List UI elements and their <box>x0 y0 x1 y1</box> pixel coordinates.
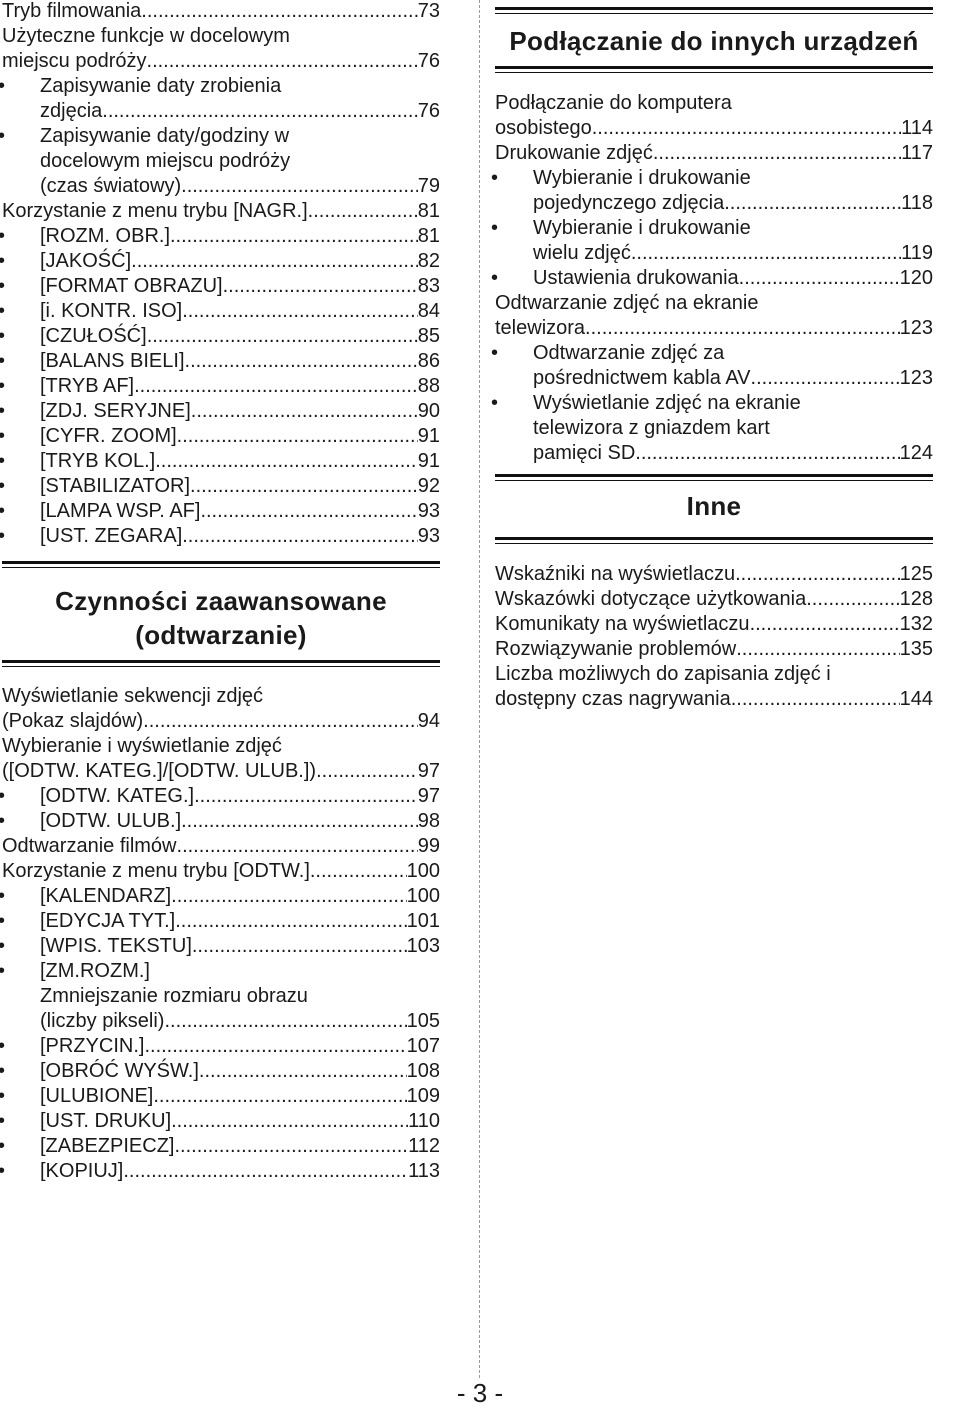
bullet-icon <box>0 934 5 959</box>
dot-leader <box>164 1009 406 1034</box>
toc-entry-title-end: dostępny czas nagrywania <box>495 688 731 710</box>
toc-entry-title: Liczba możliwych do zapisania zdjęć i <box>495 663 831 685</box>
dot-leader <box>736 637 899 662</box>
dot-leader <box>739 266 900 291</box>
header-rule-thin <box>2 567 440 568</box>
bullet-icon <box>491 341 498 366</box>
right-column <box>495 0 933 712</box>
toc-entry-title-cont: docelowym miejscu podróży <box>40 150 291 172</box>
toc-page-number: 118 <box>901 192 933 214</box>
dot-leader <box>108 99 418 124</box>
toc-entry-title: [OBRÓĆ WYŚW.] <box>40 1060 199 1082</box>
toc-entry-title: [i. KONTR. ISO] <box>40 300 183 322</box>
toc-page-number: 120 <box>899 267 933 289</box>
toc-entry-title: [ZM.ROZM.] <box>40 960 150 982</box>
toc-subentry[interactable] <box>2 249 440 274</box>
section-header-connect <box>495 7 933 73</box>
toc-page-number: 113 <box>408 1160 440 1182</box>
toc-entry-title: Wyświetlanie sekwencji zdjęć <box>2 685 264 707</box>
toc-subentry[interactable] <box>2 1159 440 1184</box>
toc-entry-title: [KOPIUJ] <box>40 1160 124 1182</box>
bullet-icon <box>0 324 5 349</box>
toc-entry-title: Korzystanie z menu trybu [ODTW.] <box>2 860 310 882</box>
dot-leader <box>635 441 899 466</box>
toc-subentry[interactable] <box>2 399 440 424</box>
dot-leader <box>199 1059 407 1084</box>
bullet-icon <box>0 74 5 99</box>
toc-subentry[interactable] <box>2 274 440 299</box>
toc-entry-title: Odtwarzanie zdjęć za <box>533 342 725 364</box>
toc-entry-title: [EDYCJA TYT.] <box>40 910 176 932</box>
toc-subentry[interactable] <box>2 524 440 549</box>
dot-leader <box>155 449 418 474</box>
section-title-line2: (odtwarzanie) <box>135 620 307 650</box>
toc-entry-title: Podłączanie do komputera <box>495 92 732 114</box>
header-rule-top <box>2 561 440 564</box>
bullet-icon <box>0 499 5 524</box>
toc-page-number: 84 <box>417 300 440 322</box>
toc-entry-title: Wybieranie i wyświetlanie zdjęć <box>2 735 282 757</box>
toc-page-number: 76 <box>417 100 440 122</box>
toc-page-number: 114 <box>901 117 933 139</box>
toc-page-number: 144 <box>899 688 933 710</box>
toc-subentry[interactable] <box>495 341 933 391</box>
toc-page-number: 86 <box>417 350 440 372</box>
toc-entry-title: [LAMPA WSP. AF] <box>40 500 201 522</box>
bullet-icon <box>491 216 498 241</box>
toc-page-number: 91 <box>417 425 440 447</box>
dot-leader <box>223 274 418 299</box>
toc-page-number: 93 <box>417 500 440 522</box>
toc-subentry[interactable] <box>2 884 440 909</box>
toc-entry-title: Wybieranie i drukowanie <box>533 167 751 189</box>
dot-leader <box>310 859 407 884</box>
dot-leader <box>194 784 418 809</box>
bullet-icon <box>0 424 5 449</box>
toc-entry-title: [JAKOŚĆ] <box>40 250 132 272</box>
bullet-icon <box>0 1084 5 1109</box>
dot-leader <box>653 141 901 166</box>
toc-entry[interactable] <box>495 141 933 166</box>
toc-entry-title: [CZUŁOŚĆ] <box>40 325 147 347</box>
header-rule-top <box>495 7 933 10</box>
toc-subentry[interactable] <box>2 499 440 524</box>
dot-leader <box>731 687 900 712</box>
toc-entry[interactable] <box>495 291 933 341</box>
dot-leader <box>171 1109 408 1134</box>
bullet-icon <box>491 166 498 191</box>
toc-page-number: 124 <box>899 442 933 464</box>
toc-subentry[interactable] <box>2 1034 440 1059</box>
toc-page-number: 101 <box>406 910 440 932</box>
toc-page-number: 82 <box>417 250 440 272</box>
bullet-icon <box>491 266 498 291</box>
toc-entry-title-end: osobistego <box>495 117 592 139</box>
toc-entry-title-end: (liczby pikseli) <box>40 1010 165 1032</box>
dot-leader <box>200 499 417 524</box>
toc-page-number: 108 <box>406 1060 440 1082</box>
toc-entry-title: Użyteczne funkcje w docelowym <box>2 25 290 47</box>
toc-subentry[interactable] <box>2 1084 440 1109</box>
toc-subentry[interactable] <box>2 224 440 249</box>
toc-entry-title-cont: Zmniejszanie rozmiaru obrazu <box>40 985 308 1007</box>
toc-entry-title-end: pojedynczego zdjęcia <box>533 192 725 214</box>
toc-page-number: 125 <box>899 563 933 585</box>
toc-page-number: 81 <box>417 225 440 247</box>
toc-subentry[interactable] <box>2 959 440 1034</box>
section-title-connect: Podłączanie do innych urządzeń <box>509 26 919 56</box>
bullet-icon <box>0 959 5 984</box>
toc-page-number: 73 <box>417 0 440 22</box>
toc-entry-title-end: pośrednictwem kabla AV <box>533 367 751 389</box>
dot-leader <box>750 612 900 637</box>
bullet-icon <box>0 524 5 549</box>
toc-page-number: 112 <box>408 1135 440 1157</box>
toc-entry-title: [ODTW. ULUB.] <box>40 810 182 832</box>
toc-page-number: 117 <box>901 142 933 164</box>
toc-subentry[interactable] <box>495 266 933 291</box>
toc-entry-title: [UST. ZEGARA] <box>40 525 183 547</box>
toc-subentry[interactable] <box>2 784 440 809</box>
header-rule-thin <box>495 480 933 481</box>
toc-entry-title: [STABILIZATOR] <box>40 475 191 497</box>
dot-leader <box>147 49 418 74</box>
bullet-icon <box>0 449 5 474</box>
toc-page-number: 94 <box>417 710 440 732</box>
dot-leader <box>806 587 899 612</box>
toc-subentry[interactable] <box>2 449 440 474</box>
toc-entry-title-cont: telewizora z gniazdem kart <box>533 417 770 439</box>
toc-entry[interactable] <box>495 562 933 587</box>
dot-leader <box>185 349 418 374</box>
toc-list-recording <box>2 0 440 549</box>
toc-entry-title: [ZABEZPIECZ] <box>40 1135 175 1157</box>
toc-entry-title: [ULUBIONE] <box>40 1085 154 1107</box>
toc-entry-title: Wybieranie i drukowanie <box>533 217 751 239</box>
toc-entry-title-end: (czas światowy) <box>40 175 182 197</box>
toc-subentry[interactable] <box>2 74 440 124</box>
toc-entry-title: [PRZYCIN.] <box>40 1035 145 1057</box>
toc-subentry[interactable] <box>2 424 440 449</box>
bullet-icon <box>0 224 5 249</box>
toc-page-number: 132 <box>899 613 933 635</box>
bullet-icon <box>0 299 5 324</box>
dot-leader <box>181 809 418 834</box>
toc-page-number: 100 <box>406 860 440 882</box>
section-header-other <box>495 474 933 544</box>
dot-leader <box>175 909 406 934</box>
header-rule-thin <box>495 13 933 14</box>
toc-entry-title: [TRYB KOL.] <box>40 450 156 472</box>
toc-page-number: 128 <box>899 588 933 610</box>
toc-entry-title: [ODTW. KATEG.] <box>40 785 195 807</box>
section-header-advanced <box>2 561 440 667</box>
section-title-advanced <box>2 584 440 652</box>
dot-leader <box>177 834 418 859</box>
toc-entry-title: Drukowanie zdjęć <box>495 142 653 164</box>
toc-page-number: 92 <box>417 475 440 497</box>
dot-leader <box>192 934 407 959</box>
header-rule-bottom <box>495 66 933 69</box>
toc-subentry[interactable] <box>2 349 440 374</box>
dot-leader <box>144 1034 406 1059</box>
toc-page-number: 103 <box>406 935 440 957</box>
bullet-icon <box>0 249 5 274</box>
dot-leader <box>592 116 901 141</box>
bullet-icon <box>0 1134 5 1159</box>
toc-subentry[interactable] <box>2 124 440 199</box>
header-rule-bottom-thin <box>2 666 440 667</box>
toc-subentry[interactable] <box>495 216 933 266</box>
toc-entry-title: Wyświetlanie zdjęć na ekranie <box>533 392 801 414</box>
toc-list-connect <box>495 91 933 466</box>
bullet-icon <box>0 374 5 399</box>
header-rule-bottom-thin <box>495 72 933 73</box>
dot-leader <box>751 366 900 391</box>
toc-page-number: 85 <box>417 325 440 347</box>
toc-page-number: 88 <box>417 375 440 397</box>
toc-list-playback <box>2 684 440 1184</box>
dot-leader <box>141 0 417 24</box>
toc-entry-title: Wskaźniki na wyświetlaczu <box>495 563 736 585</box>
toc-entry[interactable] <box>2 734 440 784</box>
toc-entry-title: Zapisywanie daty/godziny w <box>40 125 290 147</box>
dot-leader <box>143 709 418 734</box>
dot-leader <box>308 199 418 224</box>
bullet-icon <box>0 124 5 149</box>
toc-entry-title: Odtwarzanie zdjęć na ekranie <box>495 292 759 314</box>
bullet-icon <box>0 1034 5 1059</box>
toc-entry[interactable] <box>2 834 440 859</box>
toc-subentry[interactable] <box>2 809 440 834</box>
toc-entry-title: [ROZM. OBR.] <box>40 225 170 247</box>
dot-leader <box>191 399 418 424</box>
page-number: - 3 - <box>456 1378 504 1408</box>
toc-entry-title-end: zdjęcia. <box>40 100 108 122</box>
dot-leader <box>134 374 418 399</box>
toc-subentry[interactable] <box>495 166 933 216</box>
toc-page-number: 83 <box>417 275 440 297</box>
toc-subentry[interactable] <box>2 299 440 324</box>
header-rule-bottom-thin <box>495 543 933 544</box>
toc-entry[interactable] <box>495 637 933 662</box>
toc-entry-title: [BALANS BIELI] <box>40 350 185 372</box>
toc-entry-title: [TRYB AF] <box>40 375 135 397</box>
toc-page-number: 81 <box>417 200 440 222</box>
toc-page-number: 93 <box>417 525 440 547</box>
toc-page-number: 110 <box>408 1110 440 1132</box>
toc-subentry[interactable] <box>2 909 440 934</box>
dot-leader <box>182 299 418 324</box>
toc-entry[interactable] <box>2 199 440 224</box>
toc-entry-title-end: (Pokaz slajdów) <box>2 710 144 732</box>
toc-page-number: 109 <box>406 1085 440 1107</box>
toc-subentry[interactable] <box>2 474 440 499</box>
dot-leader <box>174 1134 408 1159</box>
dot-leader <box>131 249 418 274</box>
toc-page-number: 97 <box>417 760 440 782</box>
toc-page-number: 105 <box>406 1010 440 1032</box>
toc-page-number: 107 <box>406 1035 440 1057</box>
toc-entry-title-end: pamięci SD <box>533 442 636 464</box>
bullet-icon <box>0 1109 5 1134</box>
bullet-icon <box>0 784 5 809</box>
toc-page-number: 98 <box>417 810 440 832</box>
toc-entry[interactable] <box>2 859 440 884</box>
section-title-line1: Czynności zaawansowane <box>55 586 387 616</box>
dot-leader <box>153 1084 406 1109</box>
toc-page-number: 91 <box>417 450 440 472</box>
toc-entry-title: Tryb filmowania <box>2 0 142 22</box>
header-rule-top <box>495 474 933 477</box>
dot-leader <box>123 1159 408 1184</box>
toc-page-number: 100 <box>406 885 440 907</box>
toc-entry[interactable] <box>2 0 440 24</box>
toc-subentry[interactable] <box>2 1109 440 1134</box>
toc-entry-title: [CYFR. ZOOM] <box>40 425 177 447</box>
toc-entry-title: Odtwarzanie filmów <box>2 835 177 857</box>
toc-page-number: 79 <box>417 175 440 197</box>
bullet-icon <box>0 349 5 374</box>
bullet-icon <box>0 474 5 499</box>
bullet-icon <box>0 884 5 909</box>
toc-page-number: 97 <box>417 785 440 807</box>
bullet-icon <box>0 274 5 299</box>
toc-page-number: 123 <box>899 367 933 389</box>
toc-page-number: 76 <box>417 50 440 72</box>
toc-page-number: 90 <box>417 400 440 422</box>
toc-entry-title: [ZDJ. SERYJNE] <box>40 400 191 422</box>
dot-leader <box>182 524 418 549</box>
header-rule-bottom <box>495 537 933 540</box>
dot-leader <box>585 316 900 341</box>
toc-subentry[interactable] <box>2 1059 440 1084</box>
dot-leader <box>631 241 901 266</box>
toc-entry[interactable] <box>495 587 933 612</box>
toc-entry-title: [UST. DRUKU] <box>40 1110 172 1132</box>
toc-entry-title: Ustawienia drukowania <box>533 267 739 289</box>
bullet-icon <box>0 809 5 834</box>
toc-entry-title: Korzystanie z menu trybu [NAGR.] <box>2 200 308 222</box>
dot-leader <box>181 174 418 199</box>
toc-page-number: 119 <box>901 242 933 264</box>
toc-subentry[interactable] <box>2 934 440 959</box>
toc-entry-title-end: ([ODTW. KATEG.]/[ODTW. ULUB.]) <box>2 760 317 782</box>
toc-page-number: 123 <box>899 317 933 339</box>
bullet-icon <box>0 1059 5 1084</box>
toc-subentry[interactable] <box>2 324 440 349</box>
dot-leader <box>170 224 418 249</box>
toc-entry-title: [KALENDARZ] <box>40 885 172 907</box>
toc-entry[interactable] <box>495 91 933 141</box>
toc-list-other <box>495 562 933 712</box>
toc-page-number: 135 <box>899 638 933 660</box>
dot-leader <box>190 474 418 499</box>
bullet-icon <box>0 1159 5 1184</box>
header-rule-bottom <box>2 660 440 663</box>
toc-entry[interactable] <box>2 684 440 734</box>
toc-entry[interactable] <box>495 662 933 712</box>
dot-leader <box>724 191 901 216</box>
toc-entry[interactable] <box>2 24 440 74</box>
toc-entry-title-end: wielu zdjęć <box>533 242 631 264</box>
left-column <box>2 0 440 1184</box>
toc-entry-title: Rozwiązywanie problemów <box>495 638 737 660</box>
toc-entry-title: Komunikaty na wyświetlaczu <box>495 613 750 635</box>
toc-page-number: 99 <box>417 835 440 857</box>
toc-subentry[interactable] <box>2 374 440 399</box>
dot-leader <box>171 884 406 909</box>
bullet-icon <box>491 391 498 416</box>
bullet-icon <box>0 909 5 934</box>
bullet-icon <box>0 399 5 424</box>
dot-leader <box>735 562 900 587</box>
toc-entry-title-end: miejscu podróży <box>2 50 147 72</box>
toc-entry-title: Wskazówki dotyczące użytkowania <box>495 588 807 610</box>
dot-leader <box>177 424 418 449</box>
toc-subentry[interactable] <box>495 391 933 466</box>
column-divider <box>479 0 480 1378</box>
section-title-other: Inne <box>686 491 742 521</box>
toc-entry-title: Zapisywanie daty zrobienia <box>40 75 282 97</box>
dot-leader <box>147 324 418 349</box>
toc-entry-title-end: telewizora <box>495 317 586 339</box>
toc-entry[interactable] <box>495 612 933 637</box>
toc-subentry[interactable] <box>2 1134 440 1159</box>
toc-entry-title: [WPIS. TEKSTU] <box>40 935 192 957</box>
toc-entry-title: [FORMAT OBRAZU] <box>40 275 223 297</box>
dot-leader <box>316 759 418 784</box>
